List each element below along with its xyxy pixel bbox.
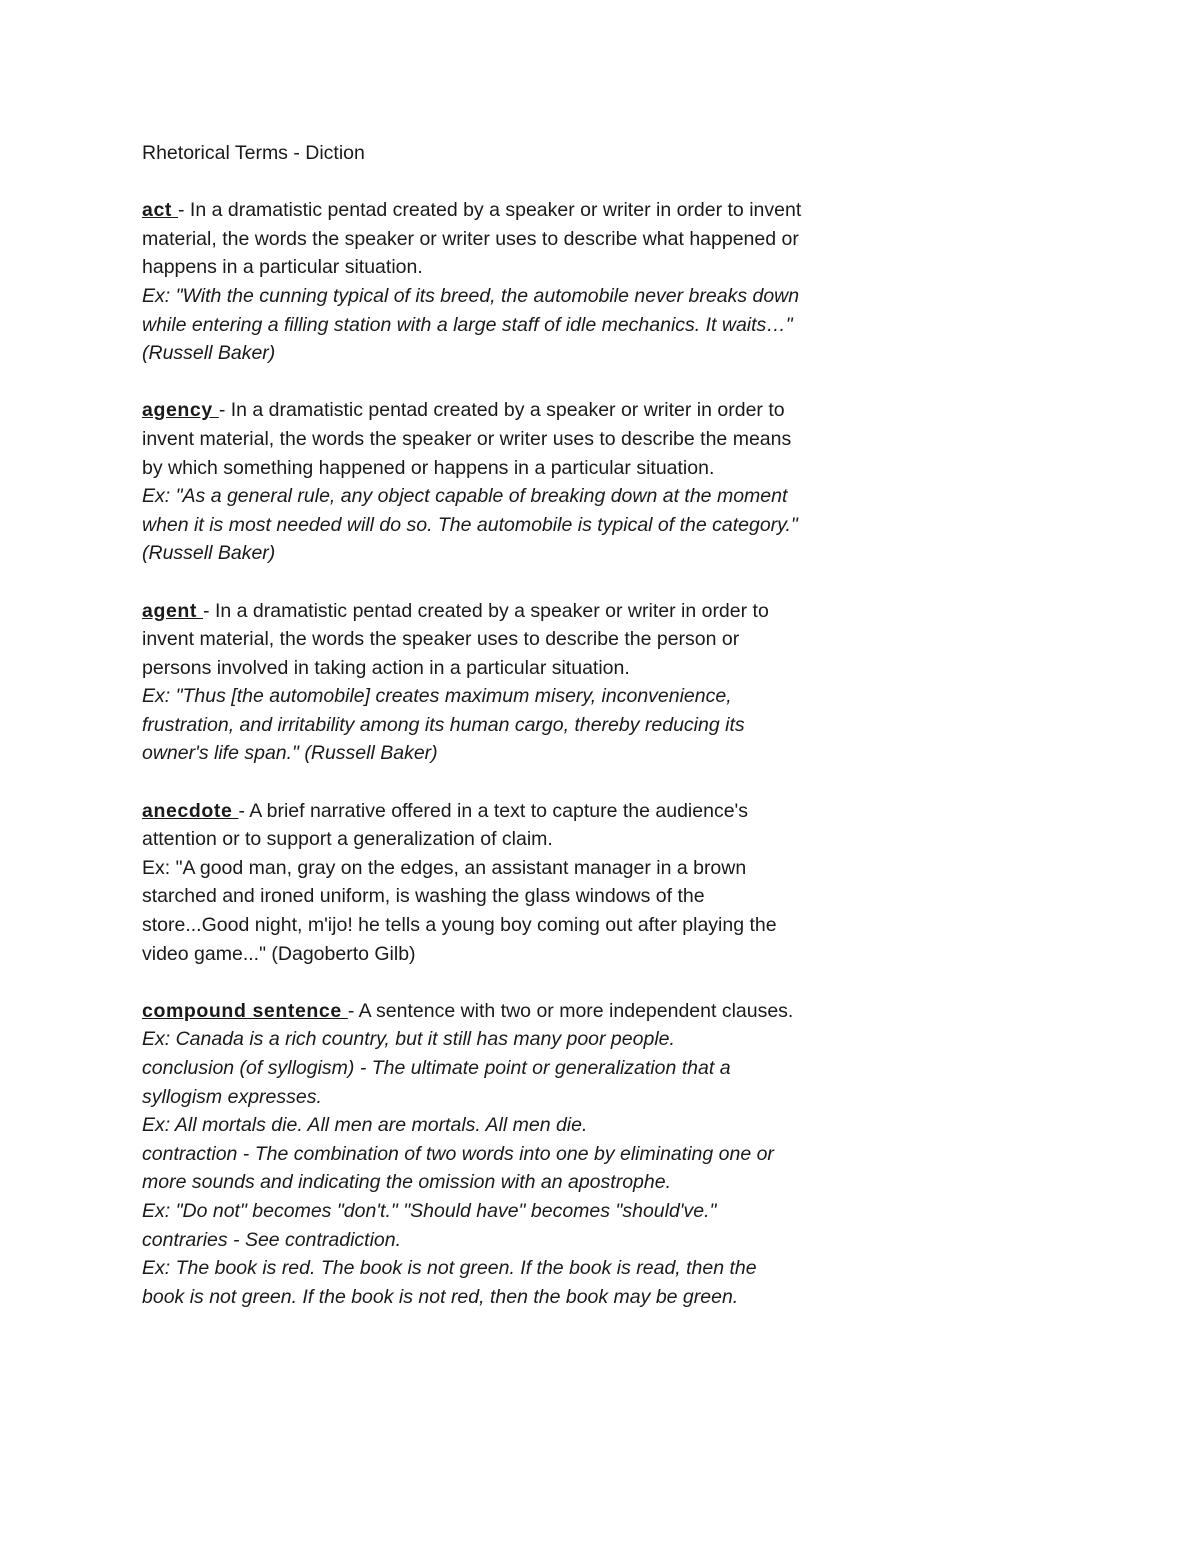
- entry-agent: [142, 597, 802, 769]
- definition-anecdote: - A brief narrative offered in a text to capture the audience's attention or to support a generalization of claim.: [142, 799, 749, 851]
- definition-conclusion: conclusion (of syllogism) - The ultimate point or generalization that a syllogism expresses.: [142, 1057, 731, 1108]
- example-contraries: Ex: The book is red. The book is not green. If the book is read, then the book is not green. If the book is not red, then the book may be green.: [142, 1257, 757, 1308]
- definition-compound-sentence: - A sentence with two or more independent clauses.: [347, 999, 794, 1022]
- example-agency: Ex: "As a general rule, any object capable of breaking down at the moment when it is most needed will do so. The automobile is typical of the category." (Russell Baker): [142, 485, 798, 565]
- document-page: [142, 139, 802, 1340]
- definition-agent: - In a dramatistic pentad created by a speaker or writer in order to invent material, the words the speaker uses to describe the person or persons involved in taking action in a particular situation.: [142, 599, 769, 679]
- entry-act: [142, 196, 802, 368]
- document-title: Rhetorical Terms - Diction: [142, 142, 365, 164]
- term-act: act: [142, 199, 179, 222]
- example-compound-sentence: Ex: Canada is a rich country, but it still has many poor people.: [142, 1028, 675, 1051]
- definition-act: - In a dramatistic pentad created by a speaker or writer in order to invent material, the words the speaker or writer uses to describe what happened or happens in a particular situation.: [142, 199, 802, 279]
- term-agent: agent: [142, 599, 204, 622]
- definition-contraries: contraries - See contradiction.: [142, 1228, 402, 1251]
- definition-agency: - In a dramatistic pentad created by a speaker or writer in order to invent material, the words the speaker or writer uses to describe the means by which something happened or happens in a particular situation.: [142, 399, 792, 479]
- entry-agency: [142, 396, 802, 568]
- term-agency: agency: [142, 399, 219, 422]
- example-contraction: Ex: "Do not" becomes "don't." "Should have" becomes "should've.": [142, 1199, 717, 1222]
- example-conclusion: Ex: All mortals die. All men are mortals. All men die.: [142, 1114, 588, 1137]
- example-agent: Ex: "Thus [the automobile] creates maximum misery, inconvenience, frustration, and irritability among its human cargo, thereby reducing its owner's life span." (Russell Baker): [142, 685, 745, 765]
- term-compound-sentence: compound sentence: [142, 999, 348, 1022]
- entry-compound-sentence: [142, 997, 802, 1312]
- example-anecdote: Ex: "A good man, gray on the edges, an assistant manager in a brown starched and ironed uniform, is washing the glass windows of the store...Good night, m'ijo! he tells a young boy coming out after playing the video game..." (Dagoberto Gilb): [142, 856, 777, 965]
- term-anecdote: anecdote: [142, 799, 239, 822]
- entry-anecdote: [142, 797, 802, 969]
- example-act: Ex: "With the cunning typical of its breed, the automobile never breaks down while entering a filling station with a large staff of idle mechanics. It waits…" (Russell Baker): [142, 284, 800, 365]
- definition-contraction: contraction - The combination of two words into one by eliminating one or more sounds and indicating the omission with an apostrophe.: [142, 1142, 774, 1194]
